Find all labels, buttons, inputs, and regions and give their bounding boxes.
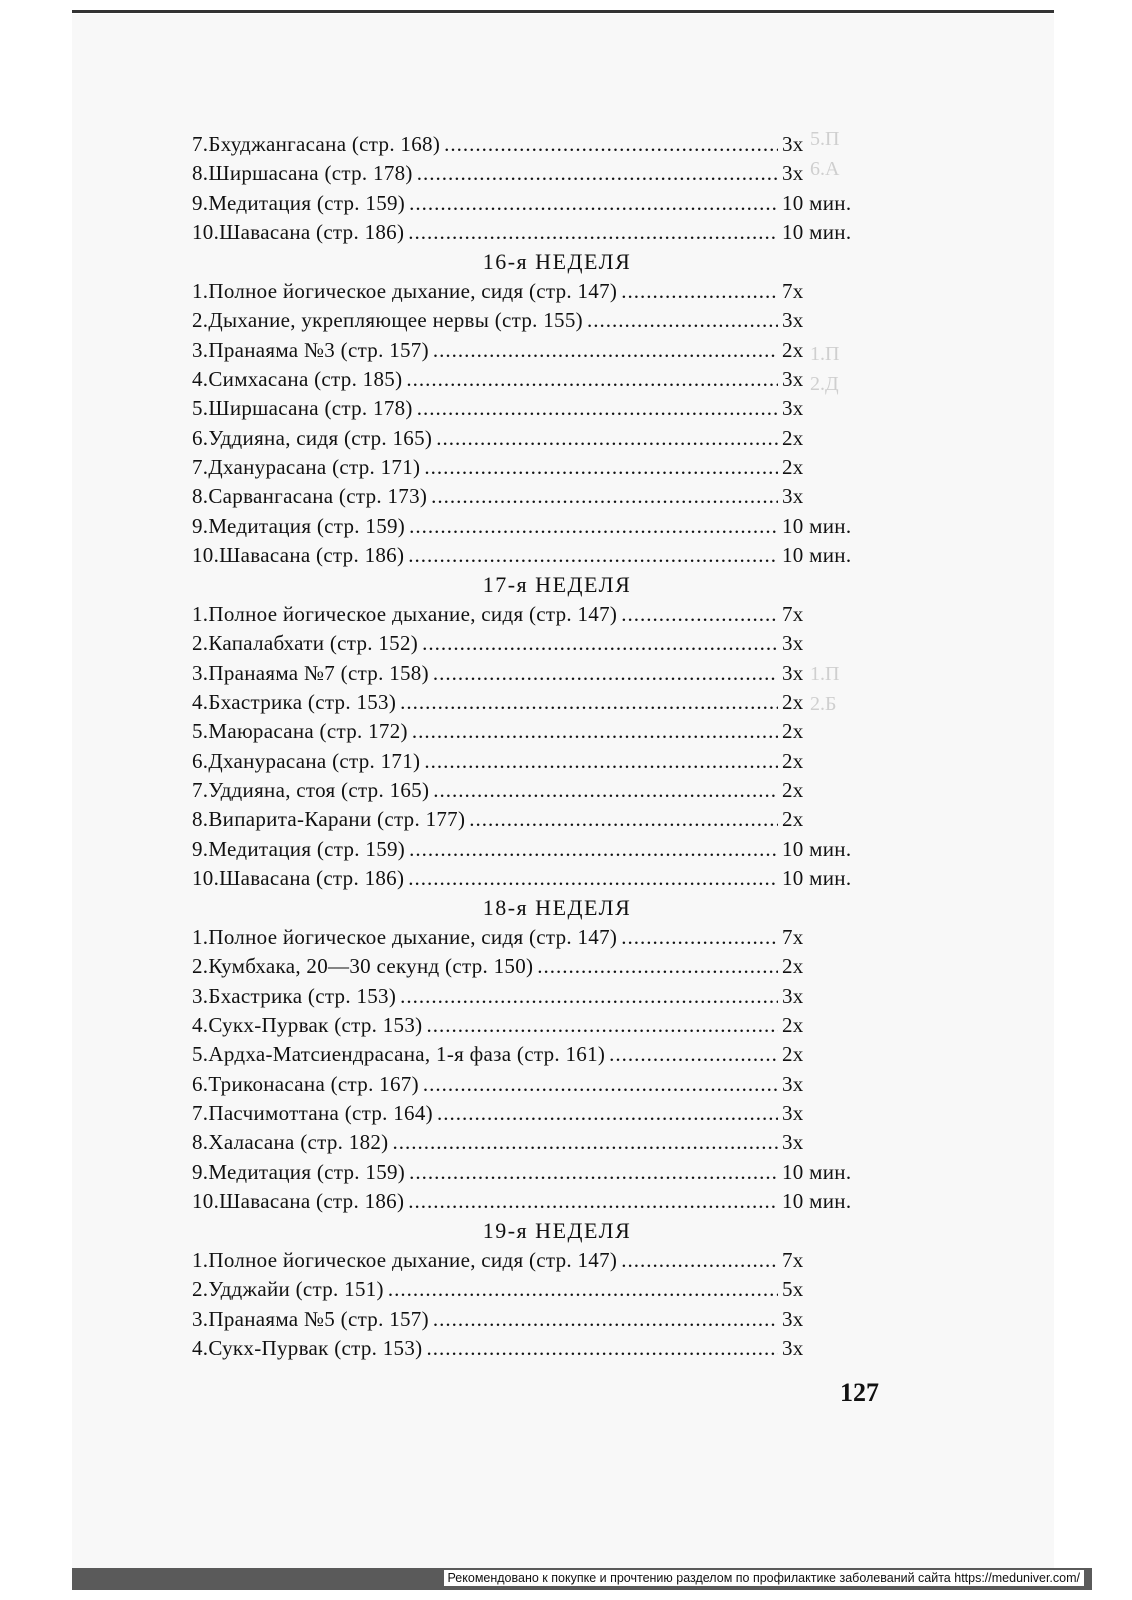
exercise-row xyxy=(192,336,872,365)
dot-leader xyxy=(609,1040,778,1069)
exercise-row xyxy=(192,218,872,247)
exercise-name: 4.Сукх-Пурвак (стр. 153) xyxy=(192,1013,423,1038)
bleed-through-text: 6.А xyxy=(810,158,840,180)
exercise-row xyxy=(192,835,872,864)
exercise-name: 10.Шавасана (стр. 186) xyxy=(192,542,405,567)
dot-leader xyxy=(426,1334,778,1363)
dot-leader xyxy=(417,394,778,423)
exercise-row xyxy=(192,776,872,805)
footer-link-text[interactable]: Рекомендовано к покупке и прочтению разделом по профилактике заболеваний сайта https://meduniver.com/ xyxy=(444,1570,1084,1586)
exercise-schedule xyxy=(192,130,872,1363)
exercise-name: 7.Дханурасана (стр. 171) xyxy=(192,454,421,479)
exercise-name: 3.Бхастрика (стр. 153) xyxy=(192,983,397,1008)
exercise-amount: 3х xyxy=(782,161,804,186)
dot-leader xyxy=(392,1128,778,1157)
exercise-row xyxy=(192,1187,872,1216)
exercise-name: 6.Триконасана (стр. 167) xyxy=(192,1071,419,1096)
exercise-name: 8.Халасана (стр. 182) xyxy=(192,1130,389,1155)
exercise-amount: 2х xyxy=(782,425,804,450)
exercise-amount: 7х xyxy=(782,602,804,627)
exercise-row xyxy=(192,306,872,335)
exercise-name: 9.Медитация (стр. 159) xyxy=(192,513,406,538)
exercise-amount: 2х xyxy=(782,807,804,832)
exercise-row xyxy=(192,982,872,1011)
dot-leader xyxy=(433,776,778,805)
exercise-name: 8.Сарвангасана (стр. 173) xyxy=(192,484,428,509)
exercise-name: 3.Пранаяма №5 (стр. 157) xyxy=(192,1306,429,1331)
exercise-name: 2.Капалабхати (стр. 152) xyxy=(192,631,419,656)
exercise-amount: 3х xyxy=(782,983,804,1008)
exercise-name: 2.Дыхание, укрепляющее нервы (стр. 155) xyxy=(192,308,583,333)
dot-leader xyxy=(437,1099,778,1128)
exercise-row xyxy=(192,717,872,746)
exercise-amount: 2х xyxy=(782,748,804,773)
exercise-amount: 3х xyxy=(782,484,804,509)
dot-leader xyxy=(400,688,778,717)
exercise-row xyxy=(192,1011,872,1040)
exercise-row xyxy=(192,1070,872,1099)
exercise-amount: 3х xyxy=(782,308,804,333)
dot-leader xyxy=(388,1275,778,1304)
exercise-row xyxy=(192,424,872,453)
dot-leader xyxy=(423,1070,778,1099)
exercise-amount: 3х xyxy=(782,660,804,685)
exercise-amount: 2х xyxy=(782,777,804,802)
bleed-through-text: 1.П xyxy=(810,663,840,685)
exercise-amount: 3х xyxy=(782,1130,804,1155)
dot-leader xyxy=(408,864,778,893)
exercise-name: 5.Ширшасана (стр. 178) xyxy=(192,396,413,421)
exercise-name: 1.Полное йогическое дыхание, сидя (стр. 147) xyxy=(192,279,618,304)
exercise-name: 10.Шавасана (стр. 186) xyxy=(192,865,405,890)
exercise-row xyxy=(192,482,872,511)
exercise-name: 9.Медитация (стр. 159) xyxy=(192,836,406,861)
dot-leader xyxy=(408,541,778,570)
exercise-name: 7.Пасчимоттана (стр. 164) xyxy=(192,1100,433,1125)
exercise-row xyxy=(192,864,872,893)
exercise-row xyxy=(192,189,872,218)
exercise-row xyxy=(192,541,872,570)
dot-leader xyxy=(424,747,778,776)
exercise-name: 6.Дханурасана (стр. 171) xyxy=(192,748,421,773)
exercise-amount: 3х xyxy=(782,1100,804,1125)
dot-leader xyxy=(621,1246,778,1275)
dot-leader xyxy=(406,365,778,394)
dot-leader xyxy=(431,482,778,511)
exercise-amount: 10 мин. xyxy=(782,836,852,861)
dot-leader xyxy=(444,130,778,159)
exercise-row xyxy=(192,1099,872,1128)
exercise-row xyxy=(192,512,872,541)
exercise-amount: 10 мин. xyxy=(782,542,852,567)
exercise-amount: 2х xyxy=(782,1013,804,1038)
exercise-name: 5.Маюрасана (стр. 172) xyxy=(192,719,408,744)
exercise-row xyxy=(192,1246,872,1275)
dot-leader xyxy=(409,835,778,864)
bleed-through-text: 1.П xyxy=(810,343,840,365)
dot-leader xyxy=(433,659,778,688)
exercise-name: 8.Випарита-Карани (стр. 177) xyxy=(192,807,466,832)
exercise-row xyxy=(192,688,872,717)
exercise-row xyxy=(192,1305,872,1334)
exercise-row xyxy=(192,805,872,834)
exercise-row xyxy=(192,747,872,776)
bleed-through-text: 2.Б xyxy=(810,693,837,715)
exercise-row xyxy=(192,600,872,629)
top-rule xyxy=(72,10,1054,13)
dot-leader xyxy=(408,1187,778,1216)
exercise-amount: 10 мин. xyxy=(782,190,852,215)
exercise-name: 8.Ширшасана (стр. 178) xyxy=(192,161,413,186)
exercise-name: 10.Шавасана (стр. 186) xyxy=(192,1188,405,1213)
page-number: 127 xyxy=(840,1378,879,1407)
exercise-name: 3.Пранаяма №7 (стр. 158) xyxy=(192,660,429,685)
dot-leader xyxy=(412,717,778,746)
exercise-amount: 7х xyxy=(782,279,804,304)
week-heading: 19-я НЕДЕЛЯ xyxy=(482,1218,632,1244)
dot-leader xyxy=(469,805,778,834)
dot-leader xyxy=(433,1305,778,1334)
exercise-amount: 3х xyxy=(782,396,804,421)
exercise-row xyxy=(192,952,872,981)
exercise-amount: 7х xyxy=(782,925,804,950)
exercise-name: 10.Шавасана (стр. 186) xyxy=(192,219,405,244)
dot-leader xyxy=(621,923,778,952)
exercise-name: 1.Полное йогическое дыхание, сидя (стр. 147) xyxy=(192,1248,618,1273)
exercise-amount: 10 мин. xyxy=(782,1159,852,1184)
bleed-through-text: 5.П xyxy=(810,128,840,150)
exercise-row xyxy=(192,1275,872,1304)
bleed-through-text: 2.Д xyxy=(810,373,839,395)
exercise-name: 5.Ардха-Матсиендрасана, 1-я фаза (стр. 161) xyxy=(192,1042,606,1067)
exercise-name: 3.Пранаяма №3 (стр. 157) xyxy=(192,337,429,362)
exercise-row xyxy=(192,365,872,394)
exercise-row xyxy=(192,1158,872,1187)
dot-leader xyxy=(436,424,778,453)
exercise-name: 2.Кумбхака, 20—30 секунд (стр. 150) xyxy=(192,954,534,979)
exercise-amount: 3х xyxy=(782,1071,804,1096)
dot-leader xyxy=(587,306,778,335)
week-heading: 18-я НЕДЕЛЯ xyxy=(482,895,632,921)
exercise-row xyxy=(192,130,872,159)
exercise-row xyxy=(192,1334,872,1363)
exercise-name: 6.Уддияна, сидя (стр. 165) xyxy=(192,425,433,450)
week-heading: 16-я НЕДЕЛЯ xyxy=(482,249,632,275)
exercise-name: 2.Удджайи (стр. 151) xyxy=(192,1277,384,1302)
exercise-amount: 2х xyxy=(782,337,804,362)
exercise-row xyxy=(192,159,872,188)
dot-leader xyxy=(433,336,778,365)
exercise-row xyxy=(192,1128,872,1157)
exercise-name: 1.Полное йогическое дыхание, сидя (стр. 147) xyxy=(192,925,618,950)
dot-leader xyxy=(621,600,778,629)
exercise-name: 4.Бхастрика (стр. 153) xyxy=(192,690,397,715)
exercise-amount: 10 мин. xyxy=(782,865,852,890)
exercise-row xyxy=(192,629,872,658)
exercise-name: 1.Полное йогическое дыхание, сидя (стр. 147) xyxy=(192,602,618,627)
exercise-name: 4.Сукх-Пурвак (стр. 153) xyxy=(192,1335,423,1360)
exercise-name: 9.Медитация (стр. 159) xyxy=(192,1159,406,1184)
exercise-amount: 10 мин. xyxy=(782,1188,852,1213)
dot-leader xyxy=(422,629,778,658)
exercise-name: 9.Медитация (стр. 159) xyxy=(192,190,406,215)
exercise-amount: 3х xyxy=(782,1335,804,1360)
exercise-amount: 2х xyxy=(782,690,804,715)
exercise-row xyxy=(192,1040,872,1069)
dot-leader xyxy=(424,453,778,482)
dot-leader xyxy=(409,512,778,541)
exercise-amount: 5х xyxy=(782,1277,804,1302)
exercise-amount: 3х xyxy=(782,367,804,392)
exercise-row xyxy=(192,277,872,306)
dot-leader xyxy=(400,982,778,1011)
dot-leader xyxy=(621,277,778,306)
exercise-name: 7.Уддияна, стоя (стр. 165) xyxy=(192,777,430,802)
dot-leader xyxy=(409,1158,778,1187)
exercise-row xyxy=(192,453,872,482)
exercise-row xyxy=(192,659,872,688)
exercise-amount: 2х xyxy=(782,954,804,979)
exercise-amount: 10 мин. xyxy=(782,219,852,244)
exercise-amount: 3х xyxy=(782,631,804,656)
week-heading: 17-я НЕДЕЛЯ xyxy=(482,572,632,598)
exercise-amount: 2х xyxy=(782,1042,804,1067)
exercise-name: 7.Бхуджангасана (стр. 168) xyxy=(192,132,441,156)
dot-leader xyxy=(426,1011,778,1040)
exercise-amount: 3х xyxy=(782,132,804,156)
exercise-amount: 10 мин. xyxy=(782,513,852,538)
exercise-amount: 7х xyxy=(782,1248,804,1273)
exercise-name: 4.Симхасана (стр. 185) xyxy=(192,367,403,392)
exercise-amount: 2х xyxy=(782,719,804,744)
dot-leader xyxy=(417,159,778,188)
exercise-amount: 2х xyxy=(782,454,804,479)
dot-leader xyxy=(409,189,778,218)
exercise-row xyxy=(192,923,872,952)
dot-leader xyxy=(537,952,778,981)
exercise-row xyxy=(192,394,872,423)
exercise-amount: 3х xyxy=(782,1306,804,1331)
dot-leader xyxy=(408,218,778,247)
